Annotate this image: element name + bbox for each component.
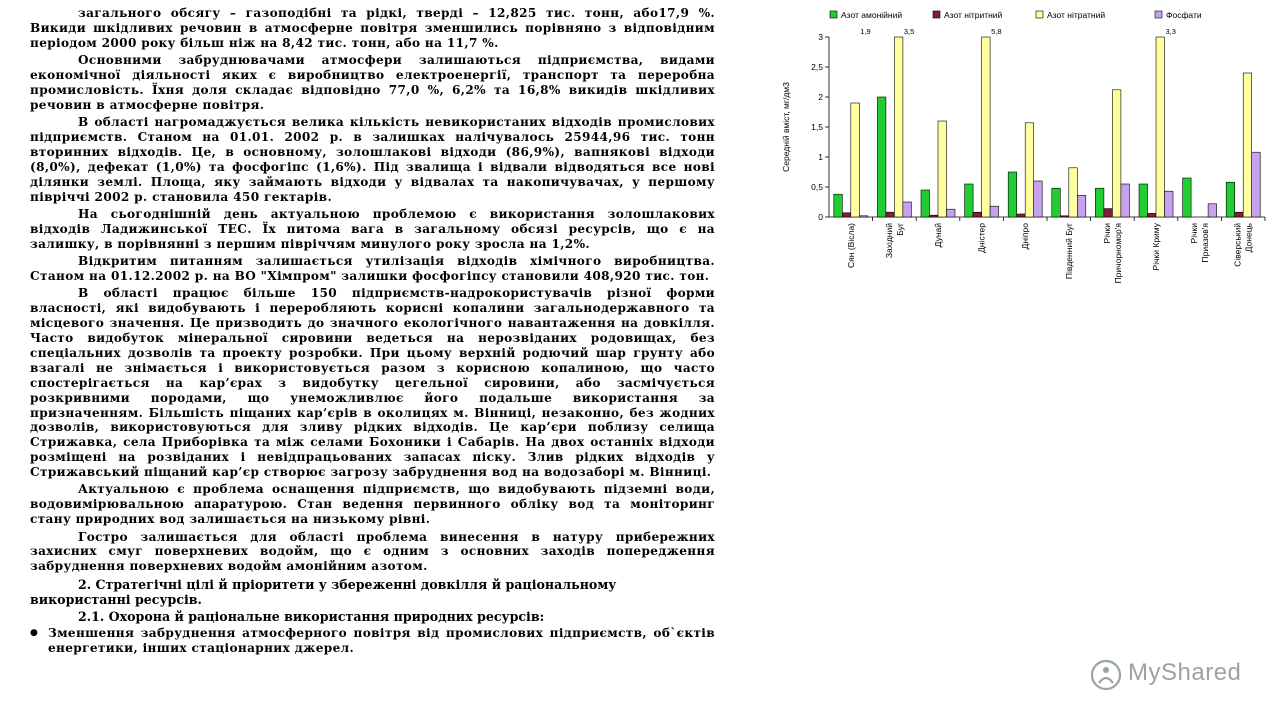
bar (1148, 213, 1157, 217)
y-tick-label: 1,5 (811, 122, 823, 132)
category-label: Буг (894, 223, 905, 236)
bar (1069, 168, 1078, 217)
legend-swatch (1155, 11, 1162, 18)
document-body (30, 6, 715, 718)
bar (947, 209, 956, 217)
bar (1017, 214, 1025, 217)
bar (1243, 73, 1252, 217)
category-label: Річки (1101, 223, 1112, 244)
watermark (1090, 655, 1270, 695)
category-label: Західний (883, 223, 894, 259)
data-label: 5,8 (991, 27, 1002, 36)
paragraph: Основними забруднювачами атмосфери залишаються підприємства, видами економічної діяльності яких є виробництво електроенергії, транспорт та переробна промисловість. Їхня доля складає відповідно 77,0 %, 6,2% та 16,8% викидів шкідливих речовин в атмосферне повітря. (30, 53, 715, 112)
y-tick-label: 3 (818, 32, 823, 42)
chart-svg (775, 0, 1270, 300)
paragraph: загального обсягу – газоподібні та рідкі, тверді – 12,825 тис. тонн, або17,9 %. Викиди шкідливих речовин в атмосферне повітря зменшились порівняно з відповідним періодом 2000 року більш ніж на 8,42 тис. тонн, або на 11,7 %. (30, 6, 715, 50)
legend-swatch (1036, 11, 1043, 18)
bar (903, 202, 912, 217)
data-label: 1,9 (860, 27, 871, 36)
bar (1165, 191, 1174, 217)
y-tick-label: 1 (818, 152, 823, 162)
legend-label: Фосфати (1166, 10, 1202, 20)
y-tick-label: 0 (818, 212, 823, 222)
bar (1121, 184, 1130, 217)
bar (1139, 184, 1148, 217)
category-label: Сян (Вісла) (845, 223, 856, 268)
bar (1077, 195, 1086, 217)
paragraph: На сьогоднішній день актуальною проблемою є використання золошлакових відходів Ладижинської ТЕС. Їх питома вага в загальному обсязі ресурсів, що є на залишку, в порівнянні з першим півріччям минулого року зросла на 1,2%. (30, 206, 715, 251)
paragraph: В області працює більше 150 підприємств-надрокористувачів різної форми власності, які видобувають і переробляють корисні копалини загальнодержавного та місцевого значення. Це призводить до значного екологічного навантаження на довкілля. Часто видобуток мінеральної сировини ведеться на нерозвіданих родовищах, без спеціальних дозволів та проекту розробки. При цьому верхній родючий шар грунту або взагалі не знімається і використовується разом з корисною копалиною, що часто спостерігається на кар’єрах з видобутку цегельної сировини, або засмічується розкривними породами, що унеможливлює його подальше використання за призначенням. Більшість піщаних кар’єрів в околицях м. Вінниці, незаконно, без жодних дозволів, використовуються для зливу рідких відходів. Це кар’єри поблизу селища Стрижавка, села Приборівка та між селами Бохоники і Сабарів. На двох останніх відходи розміщені на розвіданих і невідпрацьованих запасах піску. Злив рідких відходів у Стрижавський піщаний кар’єр створює загрозу забруднення вод на водозаборі м. Вінниці. (30, 286, 715, 480)
bar (1156, 37, 1165, 217)
subsection-heading: 2.1. Охорона й раціональне використання природних ресурсів: (78, 609, 545, 625)
category-label: Річки (1189, 223, 1200, 244)
bullet-list (30, 626, 715, 656)
bar (877, 97, 886, 217)
bar (1095, 188, 1104, 217)
bar (1052, 188, 1061, 217)
bar (930, 215, 939, 217)
water-quality-chart (775, 0, 1270, 300)
bar (1104, 209, 1113, 217)
bar (1183, 178, 1192, 217)
bar (859, 216, 868, 217)
category-label: Приазов'я (1200, 223, 1211, 263)
y-tick-label: 2,5 (811, 62, 823, 72)
bar (921, 190, 930, 217)
legend-swatch (933, 11, 940, 18)
bar (1252, 152, 1261, 217)
myshared-logo-icon (1090, 659, 1122, 691)
data-label: 3,5 (903, 27, 915, 36)
bar (1235, 212, 1244, 217)
category-label: Річки Криму (1151, 223, 1161, 271)
paragraph: В області нагромаджується велика кількість невикористаних відходів промислових підприємств. Станом на 01.01. 2002 р. в залишках налічувалось 25944,96 тис. тонн вторинних відходів. Це, в основному, золошлакові відходи (86,9%), вапнякові відходи (8,0%), дефекат (1,0%) та фосфогіпс (1,6%). Під звалища і відвали відводяться все нові ділянки землі. Площа, яку займають відходи у відвалах та накопичувачах, у першому півріччі 2002 р. становила 450 гектарів. (30, 115, 715, 204)
bar (886, 212, 895, 217)
category-label: Дністер (976, 223, 987, 253)
y-tick-label: 2 (818, 92, 823, 102)
bar (1060, 216, 1069, 217)
bar (834, 194, 843, 217)
bar (1226, 182, 1235, 217)
paragraph: Гостро залишається для області проблема винесення в натуру прибережних захисних смуг поверхневих водойм, що є одним з основних заходів попередження забруднення поверхневих водойм амонійним азотом. (30, 529, 715, 574)
category-label: Південний Буг (1063, 223, 1074, 280)
bar (1112, 90, 1121, 217)
legend-swatch (830, 11, 837, 18)
paragraph: Відкритим питанням залишається утилізація відходів хімічного виробництва. Станом на 01.12.2002 р. на ВО "Хімпром" залишки фосфогіпсу становили 408,920 тис. тон. (30, 254, 715, 283)
bar (842, 213, 851, 217)
watermark-text: MyShared (1128, 659, 1242, 686)
bar (1025, 123, 1034, 217)
legend-label: Азот нітратний (1047, 10, 1106, 20)
y-axis-label: Середній вміст, мг/дм3 (781, 82, 791, 172)
bar (965, 184, 974, 217)
legend-label: Азот нітритний (944, 10, 1003, 20)
bar (894, 37, 903, 217)
category-label: Сіверський (1232, 223, 1243, 267)
section-heading: 2. Стратегічні цілі й пріоритети у збереженні довкілля й раціональному використанні ресурсів. (30, 577, 617, 608)
bar (990, 206, 999, 217)
paragraph: Актуальною є проблема оснащення підприємств, що видобувають підземні води, водовимірювальною апаратурою. Стан ведення первинного обліку вод та моніторинг стану природних вод залишається на низькому рівні. (30, 482, 715, 527)
bar (1034, 181, 1043, 217)
category-label: Причорномор'я (1112, 223, 1123, 284)
y-tick-label: 0,5 (811, 182, 823, 192)
bullet-item: ● Зменшення забруднення атмосферного повітря від промислових підприємств, об`єктів енергетики, інших стаціонарних джерел. (30, 626, 715, 656)
category-label: Донець (1243, 223, 1254, 253)
category-label: Дунай (933, 223, 943, 248)
category-label: Дніпро (1020, 223, 1031, 250)
bar (973, 212, 982, 217)
bar (1008, 172, 1017, 217)
legend-label: Азот амонійний (841, 10, 903, 20)
bar (982, 37, 991, 217)
bar (851, 103, 860, 217)
bar (938, 121, 947, 217)
bar (1208, 204, 1217, 217)
data-label: 3,3 (1165, 27, 1176, 36)
